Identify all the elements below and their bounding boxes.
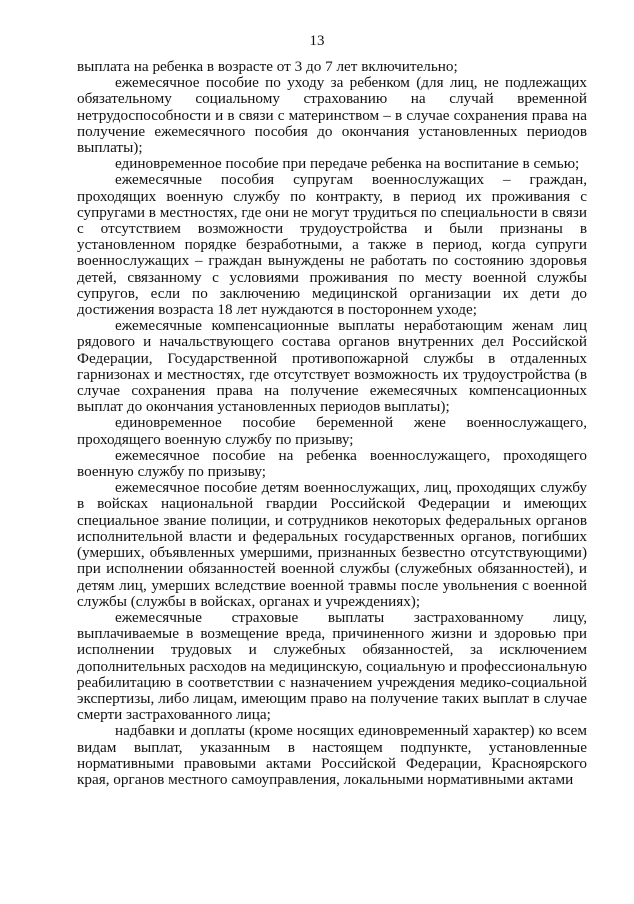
paragraph: ежемесячные страховые выплаты застрахованному лицу, выплачиваемые в возмещение вреда, причиненного жизни и здоровью при исполнении трудовых и служебных обязанностей, за исключением дополнительных расходов на медицинскую, социальную и профессиональную реабилитацию в соответствии с назначением учреждения медико-социальной экспертизы, либо лицам, имеющим право на получение таких выплат в случае смерти застрахованного лица; bbox=[77, 608, 587, 724]
paragraph: ежемесячное пособие на ребенка военнослужащего, проходящего военную службу по призыву; bbox=[77, 446, 587, 481]
paragraph: единовременное пособие при передаче ребенка на воспитание в семью; bbox=[115, 155, 580, 173]
paragraph: ежемесячное пособие по уходу за ребенком (для лиц, не подлежащих обязательному социальному страхованию на случай временной нетрудоспособности и в связи с материнством – в случае сохранения права на получение ежемесячного пособия до окончания установленных периодов выплаты); bbox=[77, 74, 587, 157]
paragraph: ежемесячные пособия супругам военнослужащих – граждан, проходящих военную службу по контракту, в период их проживания с супругами в местностях, где они не могут трудиться по специальности в связи с отсутствием возможности трудоустройства и были признаны в установленном порядке безработными, а также в период, когда супруги военнослужащих – граждан вынуждены не работать по состоянию здоровья детей, связанному с условиями проживания по месту военной службы супругов, если по заключению медицинской организации их дети до достижения возраста 18 лет нуждаются в постороннем уходе; bbox=[77, 171, 587, 319]
page-number: 13 bbox=[309, 33, 325, 49]
paragraph: ежемесячное пособие детям военнослужащих, лиц, проходящих службу в войсках национальной гвардии Российской Федерации и имеющих специальное звание полиции, и сотрудников некоторых федеральных органов исполнительной власти и федеральных государственных органов, погибших (умерших, объявленных умершими, признанных безвестно отсутствующими) при исполнении обязанностей военной службы (служебных обязанностей), и детям лиц, умерших вследствие военной травмы после увольнения с военной службы (службы в войсках, органах и учреждениях); bbox=[77, 479, 587, 610]
paragraph: ежемесячные компенсационные выплаты неработающим женам лиц рядового и начальствующего состава органов внутренних дел Российской Федерации, Государственной противопожарной службы в отдаленных гарнизонах и местностях, где отсутствует возможность их трудоустройства (в случае сохранения права на получение ежемесячных компенсационных выплат до окончания установленных периодов выплаты); bbox=[77, 317, 587, 416]
paragraph: надбавки и доплаты (кроме носящих единовременный характер) ко всем видам выплат, указанным в настоящем подпункте, установленные нормативными правовыми актами Российской Федерации, Красноярского края, органов местного самоуправления, локальными нормативными актами bbox=[77, 722, 587, 788]
document-body bbox=[77, 59, 587, 788]
paragraph: единовременное пособие беременной жене военнослужащего, проходящего военную службу по призыву; bbox=[77, 414, 587, 448]
paragraph: выплата на ребенка в возрасте от 3 до 7 лет включительно; bbox=[77, 58, 458, 75]
